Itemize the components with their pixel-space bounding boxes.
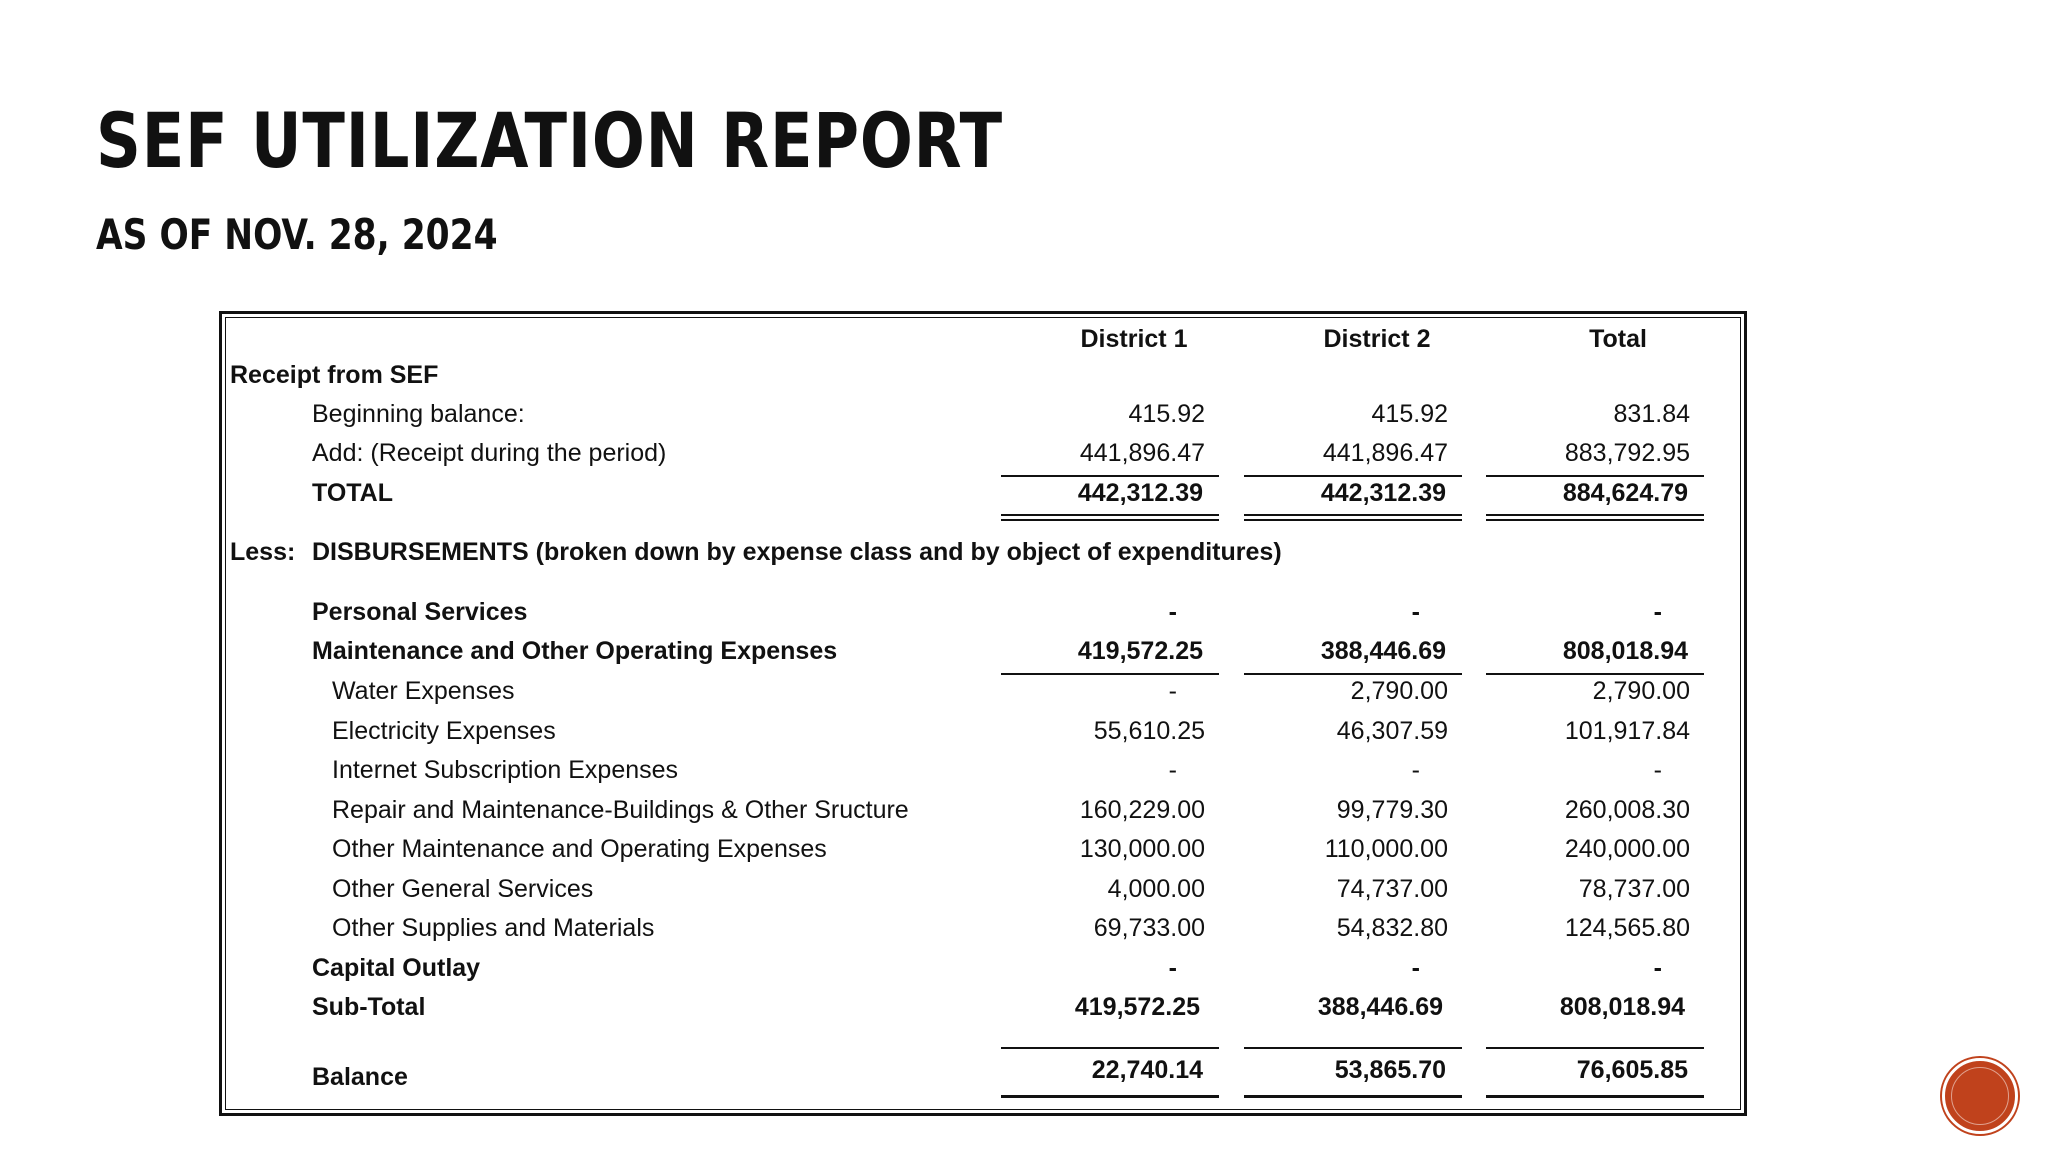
expense-item-district-2: 110,000.00 — [1324, 835, 1448, 863]
rule — [1486, 673, 1704, 675]
expense-item-district-2: 99,779.30 — [1336, 796, 1448, 824]
beginning-balance-district-1: 415.92 — [1128, 400, 1205, 428]
rule — [1486, 1095, 1704, 1098]
double-rule — [1244, 514, 1462, 521]
expense-item-district-1: - — [1168, 756, 1177, 784]
expense-item-district-1: - — [1168, 677, 1177, 705]
expense-item-label: Water Expenses — [332, 677, 515, 705]
mooe-total: 808,018.94 — [1562, 637, 1688, 665]
rule — [1244, 1047, 1462, 1049]
personal-services-total: - — [1653, 598, 1662, 626]
rule — [1244, 475, 1462, 477]
balance-district-1: 22,740.14 — [1091, 1056, 1203, 1084]
total-label: TOTAL — [312, 479, 394, 507]
column-header-district-1: District 1 — [1080, 325, 1188, 353]
expense-item-total: 124,565.80 — [1564, 914, 1690, 942]
receipt-period-total: 883,792.95 — [1564, 439, 1690, 467]
beginning-balance-label: Beginning balance: — [312, 400, 525, 428]
mooe-district-2: 388,446.69 — [1320, 637, 1446, 665]
slide-nav-button[interactable] — [1942, 1058, 2018, 1134]
balance-label: Balance — [312, 1063, 408, 1091]
expense-item-total: 260,008.30 — [1564, 796, 1690, 824]
expense-item-total: 240,000.00 — [1564, 835, 1690, 863]
expense-item-total: 78,737.00 — [1578, 875, 1690, 903]
beginning-balance-total: 831.84 — [1613, 400, 1690, 428]
rule — [1001, 1047, 1219, 1049]
expense-item-label: Other Maintenance and Operating Expenses — [332, 835, 827, 863]
expense-item-district-1: 130,000.00 — [1079, 835, 1205, 863]
capital-outlay-district-1: - — [1168, 954, 1177, 982]
personal-services-label: Personal Services — [312, 598, 528, 626]
double-rule — [1001, 514, 1219, 521]
expense-item-district-2: 2,790.00 — [1350, 677, 1448, 705]
receipt-period-label: Add: (Receipt during the period) — [312, 439, 667, 467]
mooe-district-1: 419,572.25 — [1077, 637, 1203, 665]
subtotal-district-2: 388,446.69 — [1317, 993, 1443, 1021]
capital-outlay-total: - — [1653, 954, 1662, 982]
expense-item-district-2: 54,832.80 — [1336, 914, 1448, 942]
expense-item-label: Internet Subscription Expenses — [332, 756, 679, 784]
capital-outlay-district-2: - — [1411, 954, 1420, 982]
expense-item-label: Repair and Maintenance-Buildings & Other Sructure — [332, 796, 909, 824]
personal-services-district-1: - — [1168, 598, 1177, 626]
slide-subtitle: AS OF NOV. 28, 2024 — [96, 210, 498, 259]
balance-total: 76,605.85 — [1576, 1056, 1688, 1084]
expense-item-district-1: 69,733.00 — [1093, 914, 1205, 942]
rule — [1244, 673, 1462, 675]
rule — [1001, 1095, 1219, 1098]
subtotal-district-1: 419,572.25 — [1074, 993, 1200, 1021]
less-label: Less: — [230, 538, 296, 566]
rule — [1244, 1095, 1462, 1098]
beginning-balance-district-2: 415.92 — [1371, 400, 1448, 428]
column-header-total: Total — [1589, 325, 1647, 353]
rule — [1001, 673, 1219, 675]
total-district-1: 442,312.39 — [1077, 479, 1203, 507]
subtotal-total: 808,018.94 — [1559, 993, 1685, 1021]
expense-item-total: 2,790.00 — [1592, 677, 1690, 705]
expense-item-label: Electricity Expenses — [332, 717, 556, 745]
rule — [1486, 1047, 1704, 1049]
expense-item-district-1: 160,229.00 — [1079, 796, 1205, 824]
expense-item-label: Other Supplies and Materials — [332, 914, 655, 942]
expense-item-district-1: 55,610.25 — [1093, 717, 1205, 745]
report-table — [219, 311, 1747, 1116]
total-district-2: 442,312.39 — [1320, 479, 1446, 507]
receipt-period-district-2: 441,896.47 — [1322, 439, 1448, 467]
rule — [1001, 475, 1219, 477]
capital-outlay-label: Capital Outlay — [312, 954, 481, 982]
expense-item-district-2: - — [1411, 756, 1420, 784]
subtotal-label: Sub-Total — [312, 993, 426, 1021]
expense-item-district-2: 74,737.00 — [1336, 875, 1448, 903]
expense-item-district-2: 46,307.59 — [1336, 717, 1448, 745]
total-total: 884,624.79 — [1562, 479, 1688, 507]
disbursements-header: DISBURSEMENTS (broken down by expense class and by object of expenditures) — [312, 538, 1282, 566]
personal-services-district-2: - — [1411, 598, 1420, 626]
rule — [1486, 475, 1704, 477]
expense-item-total: - — [1653, 756, 1662, 784]
receipt-period-district-1: 441,896.47 — [1079, 439, 1205, 467]
slide-title: SEF UTILIZATION REPORT — [96, 96, 1003, 185]
double-rule — [1486, 514, 1704, 521]
expense-item-label: Other General Services — [332, 875, 594, 903]
mooe-label: Maintenance and Other Operating Expenses — [312, 637, 838, 665]
receipt-header: Receipt from SEF — [230, 361, 439, 389]
balance-district-2: 53,865.70 — [1334, 1056, 1446, 1084]
column-header-district-2: District 2 — [1323, 325, 1431, 353]
expense-item-total: 101,917.84 — [1564, 717, 1690, 745]
expense-item-district-1: 4,000.00 — [1107, 875, 1205, 903]
